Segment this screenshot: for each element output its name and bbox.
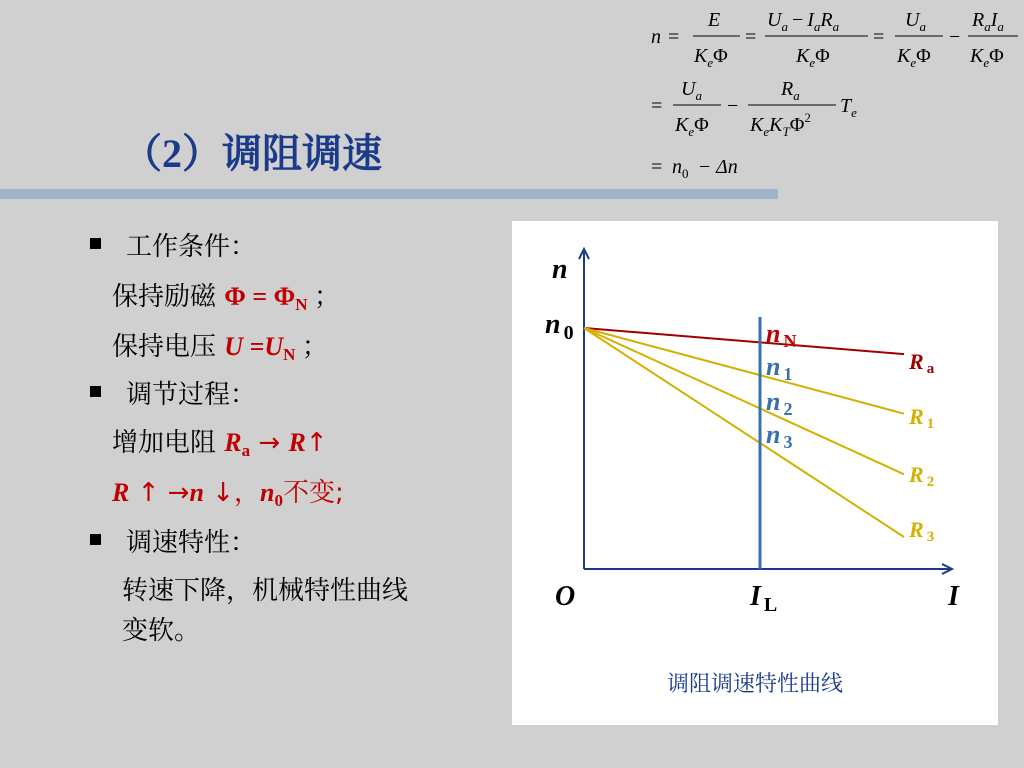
frac-den: $K_e\Phi$ <box>970 45 1004 70</box>
process-increase-resistance: 增加电阻 $R_a$ → R↑ <box>112 428 328 460</box>
intersection-label: n 3 <box>766 420 793 452</box>
chart-caption: 调阻调速特性曲线 <box>666 672 843 697</box>
frac-num: $U_a$ <box>681 78 702 103</box>
frac-den: $K_e\Phi$ <box>796 45 830 70</box>
eq-sign: = <box>873 26 885 48</box>
page-title <box>122 122 382 179</box>
title-divider <box>0 189 778 199</box>
series-label: R 3 <box>909 517 935 545</box>
eq-sign: = <box>668 26 680 48</box>
minus-sign: − <box>727 95 739 117</box>
intersection-label: n 2 <box>766 387 793 419</box>
frac-num: $R_a$ <box>781 78 800 103</box>
condition-voltage: 保持电压 $U =U_N$ ； <box>112 332 328 364</box>
n0-term: $n_0$ <box>672 156 689 181</box>
bullet-working-conditions: 工作条件： <box>126 232 257 262</box>
intersection-label: n 1 <box>766 352 793 384</box>
bullet-speed-characteristic: 调速特性： <box>126 528 257 558</box>
eq-sign: = <box>651 95 663 117</box>
frac-den: $K_eK_T\Phi^2$ <box>750 110 811 139</box>
condition-flux: 保持励磁 $\Phi = \Phi_N$ ； <box>112 282 340 314</box>
title-text: 调阻调速 <box>222 131 382 177</box>
frac-num: $U_a - I_aR_a$ <box>767 9 840 34</box>
bullet-icon <box>90 386 101 397</box>
bullet-icon <box>90 238 101 249</box>
x-tick-label: I $_L$ <box>750 581 778 616</box>
frac-num: E <box>708 9 721 31</box>
intersection-label: n N <box>766 319 797 351</box>
bullet-adjust-process: 调节过程： <box>126 380 257 410</box>
title-number: （2） <box>122 131 222 176</box>
x-axis-label: I <box>948 581 959 612</box>
y-tick-label: n $_0$ <box>545 309 574 344</box>
characteristic-line-1: 转速下降，机械特性曲线 <box>122 576 409 606</box>
series-label: R 1 <box>909 404 935 432</box>
series-label: R a <box>909 349 935 377</box>
series-line <box>584 328 904 537</box>
frac-num: $R_aI_a$ <box>972 9 1004 34</box>
delta-n-term: Δn <box>716 156 738 178</box>
frac-den: $K_e\Phi$ <box>694 45 728 70</box>
frac-den: $K_e\Phi$ <box>675 114 709 139</box>
speed-characteristic-chart <box>512 221 998 661</box>
minus-sign: − <box>699 156 711 178</box>
frac-num: $U_a$ <box>905 9 926 34</box>
torque-term: $T_e$ <box>840 95 857 120</box>
chart-panel <box>512 221 998 725</box>
process-speed-change: R ↑ →n ↓，$n_0$不变; <box>112 478 344 510</box>
bullet-icon <box>90 534 101 545</box>
y-axis-label: n <box>552 254 568 285</box>
series-label: R 2 <box>909 462 935 490</box>
frac-den: $K_e\Phi$ <box>897 45 931 70</box>
eq-sign: = <box>651 156 663 178</box>
origin-label: O <box>555 581 576 612</box>
minus-sign: − <box>949 26 961 48</box>
eq-sign: = <box>745 26 757 48</box>
eq-lhs: n <box>651 26 661 48</box>
characteristic-line-2: 变软。 <box>122 616 201 646</box>
